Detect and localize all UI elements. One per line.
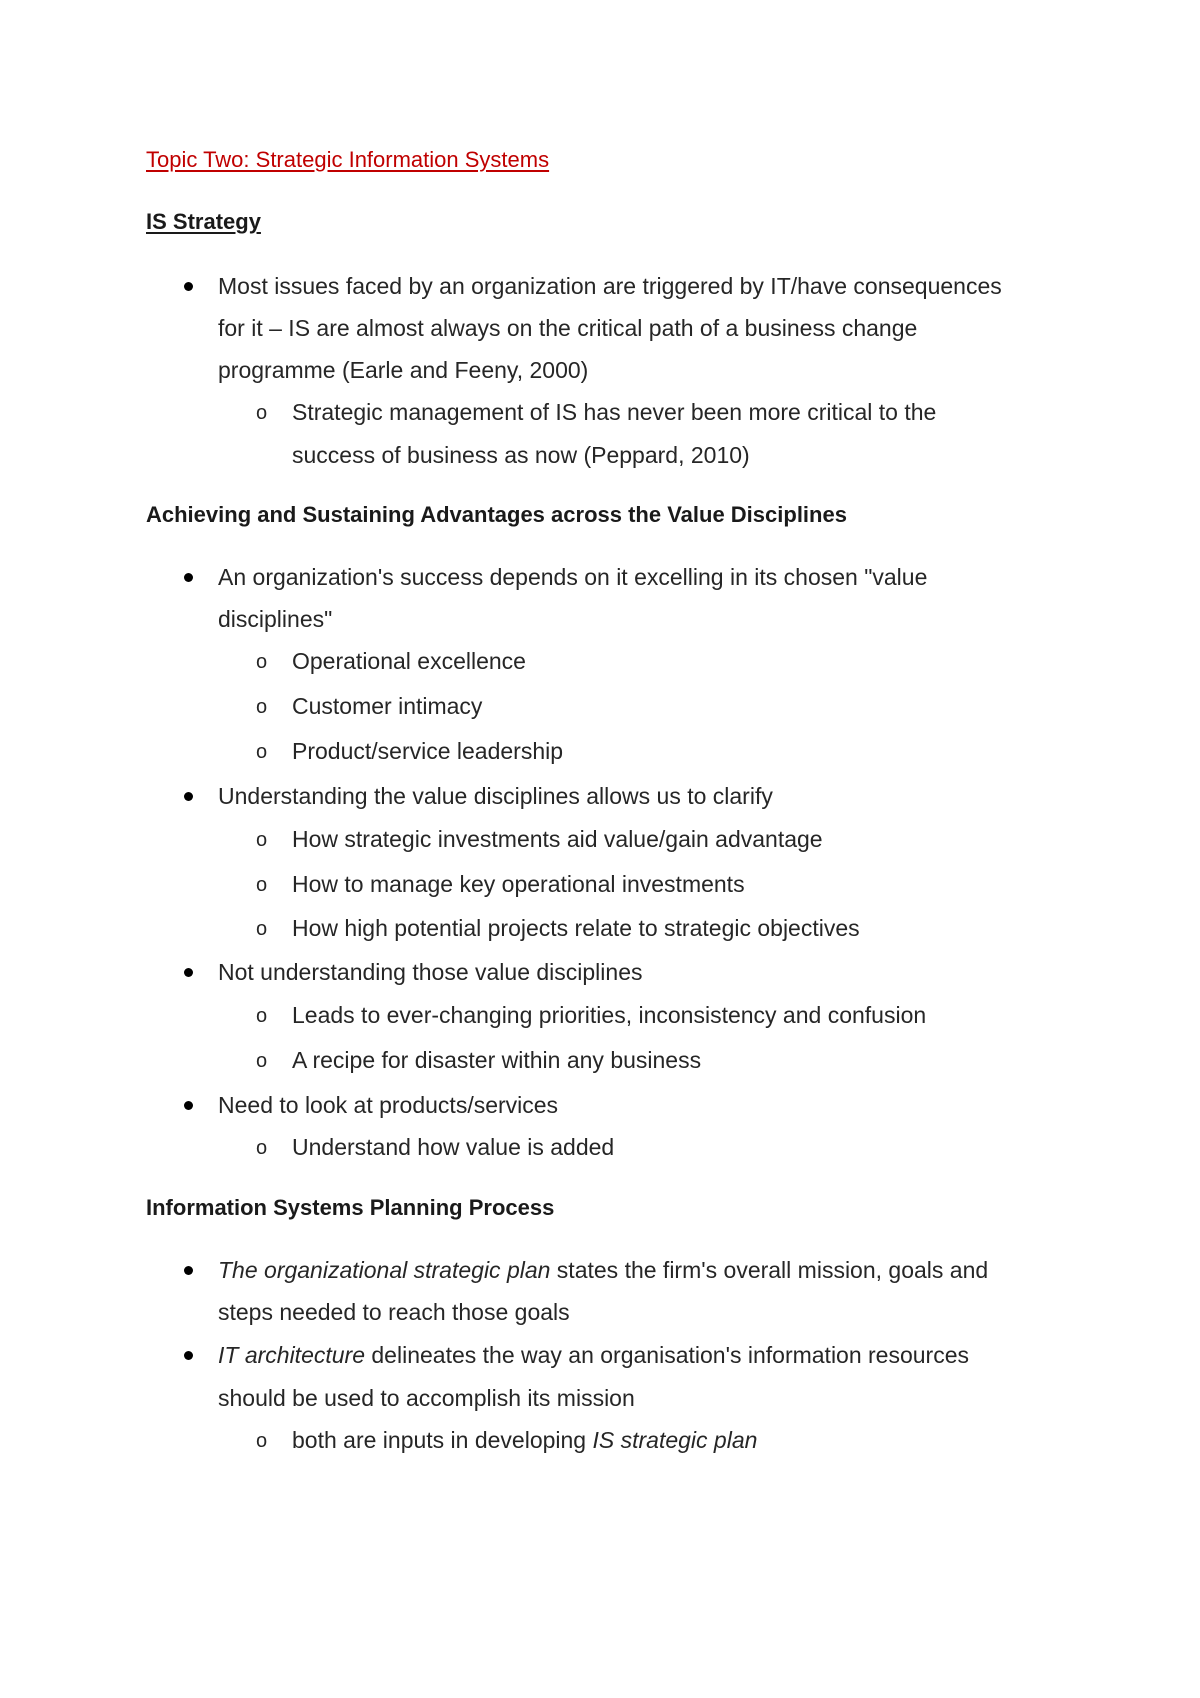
- italic-term: The organizational strategic plan: [218, 1257, 551, 1283]
- circle-bullet-icon: o: [256, 829, 268, 851]
- circle-bullet-icon: o: [256, 741, 268, 763]
- circle-bullet-icon: o: [256, 874, 268, 896]
- list-item-continuation: for it – IS are almost always on the critical path of a business change: [218, 315, 918, 341]
- list-subitem: o Product/service leadership: [292, 730, 563, 772]
- circle-bullet-icon: o: [256, 696, 268, 718]
- bullet-icon: [184, 573, 193, 582]
- circle-bullet-icon: o: [256, 1430, 268, 1452]
- list-subitem-continuation: success of business as now (Peppard, 2010): [292, 442, 750, 468]
- list-item-continuation: programme (Earle and Feeny, 2000): [218, 357, 589, 383]
- bullet-icon: [184, 1351, 193, 1360]
- circle-bullet-icon: o: [256, 402, 268, 424]
- list-subitem: o A recipe for disaster within any business: [292, 1039, 701, 1081]
- list-subitem: o How high potential projects relate to strategic objectives: [292, 907, 860, 949]
- bullet-icon: [184, 1266, 193, 1275]
- italic-term: IT architecture: [218, 1342, 365, 1368]
- section-heading-is-strategy: IS Strategy: [146, 209, 261, 234]
- list-item-continuation: disciplines": [218, 606, 333, 632]
- list-subitem: o Customer intimacy: [292, 685, 482, 727]
- list-item: An organization's success depends on it excelling in its chosen "value: [218, 556, 927, 598]
- circle-bullet-icon: o: [256, 1137, 268, 1159]
- circle-bullet-icon: o: [256, 651, 268, 673]
- circle-bullet-icon: o: [256, 1005, 268, 1027]
- list-item: Most issues faced by an organization are triggered by IT/have consequences: [218, 265, 1002, 307]
- list-subitem: o Strategic management of IS has never been more critical to the: [292, 391, 936, 433]
- bullet-icon: [184, 282, 193, 291]
- list-subitem: o Leads to ever-changing priorities, inconsistency and confusion: [292, 994, 926, 1036]
- bullet-icon: [184, 792, 193, 801]
- list-item: Understanding the value disciplines allows us to clarify: [218, 775, 773, 817]
- document-title: Topic Two: Strategic Information Systems: [146, 147, 550, 172]
- list-item-continuation: should be used to accomplish its mission: [218, 1385, 635, 1411]
- list-item: The organizational strategic plan states the firm's overall mission, goals and: [218, 1249, 988, 1291]
- list-item: IT architecture delineates the way an organisation's information resources: [218, 1334, 969, 1376]
- bullet-icon: [184, 968, 193, 977]
- circle-bullet-icon: o: [256, 1050, 268, 1072]
- bullet-icon: [184, 1101, 193, 1110]
- section-heading-value-disciplines: Achieving and Sustaining Advantages across the Value Disciplines: [146, 502, 847, 527]
- list-subitem: o How to manage key operational investments: [292, 863, 745, 905]
- list-item: Need to look at products/services: [218, 1084, 558, 1126]
- italic-term: IS strategic plan: [592, 1427, 758, 1453]
- list-item: Not understanding those value disciplines: [218, 951, 643, 993]
- list-subitem: o both are inputs in developing IS strategic plan: [292, 1419, 757, 1461]
- section-heading-planning-process: Information Systems Planning Process: [146, 1195, 555, 1220]
- list-item-continuation: steps needed to reach those goals: [218, 1299, 570, 1325]
- list-subitem: o Understand how value is added: [292, 1126, 614, 1168]
- circle-bullet-icon: o: [256, 918, 268, 940]
- list-subitem: o Operational excellence: [292, 640, 526, 682]
- list-subitem: o How strategic investments aid value/gain advantage: [292, 818, 823, 860]
